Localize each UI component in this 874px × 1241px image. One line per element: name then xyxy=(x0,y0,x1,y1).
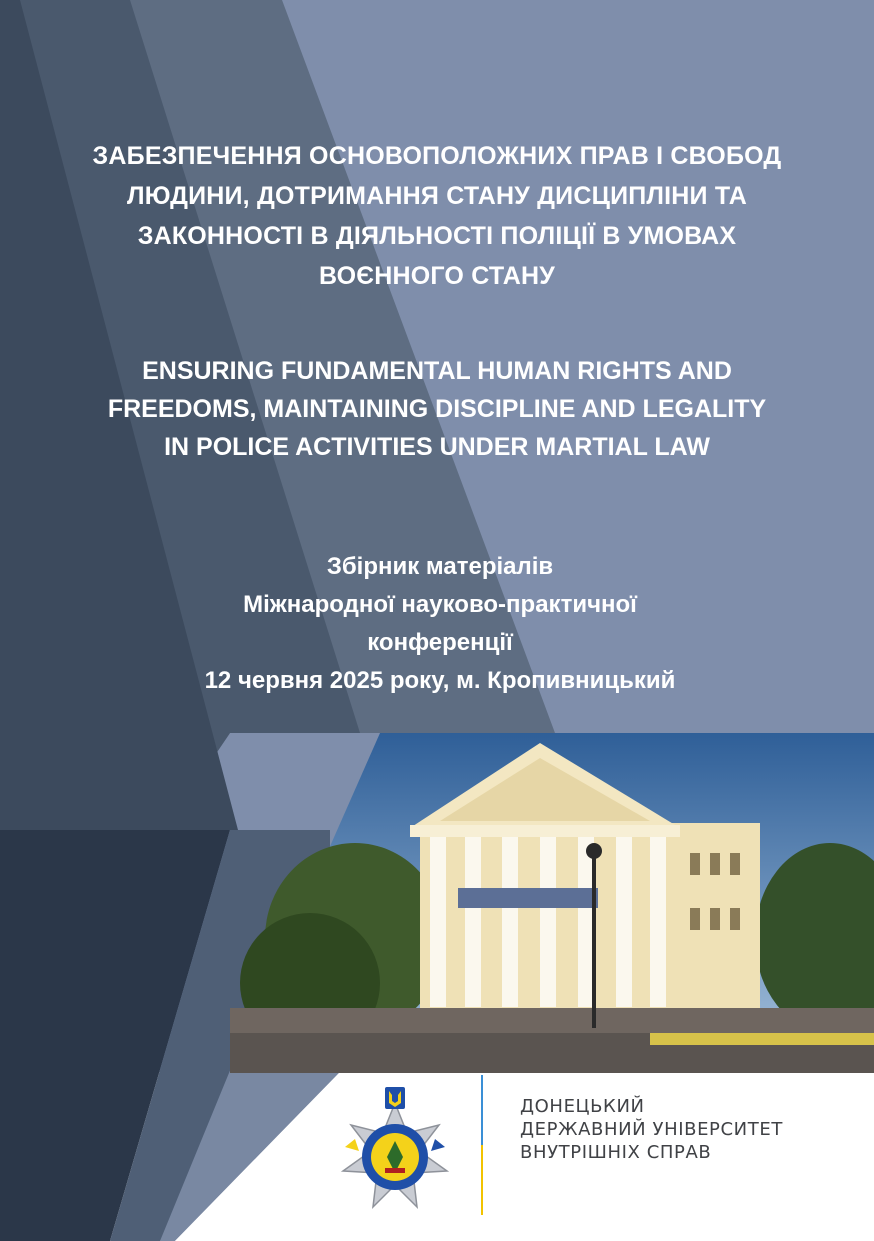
title-ua-line: ЛЮДИНИ, ДОТРИМАННЯ СТАНУ ДИСЦИПЛІНИ ТА xyxy=(126,182,748,210)
title-en-line: ENSURING FUNDAMENTAL HUMAN RIGHTS AND xyxy=(142,357,732,385)
conference-date-location: 12 червня 2025 року, м. Кропивницький xyxy=(204,667,676,694)
title-ua-line: ВОЄННОГО СТАНУ xyxy=(318,262,556,290)
title-en-line: FREEDOMS, MAINTAINING DISCIPLINE AND LEGALITY xyxy=(107,395,767,423)
title-english xyxy=(30,352,844,466)
university-name-line: ВНУТРІШНІХ СПРАВ xyxy=(520,1142,712,1163)
title-ua-line: ЗАКОННОСТІ В ДІЯЛЬНОСТІ ПОЛІЦІЇ В УМОВАХ xyxy=(137,222,737,250)
collection-line: Збірник матеріалів xyxy=(326,553,554,580)
logo-divider xyxy=(481,1075,483,1215)
title-ua-line: ЗАБЕЗПЕЧЕННЯ ОСНОВОПОЛОЖНИХ ПРАВ І СВОБОД xyxy=(92,142,782,170)
collection-line: Міжнародної науково-практичної xyxy=(243,591,637,618)
university-name-line: ДОНЕЦЬКИЙ xyxy=(520,1096,645,1117)
title-en-line: IN POLICE ACTIVITIES UNDER MARTIAL LAW xyxy=(164,433,710,461)
title-ukrainian xyxy=(20,136,854,296)
conference-collection-info xyxy=(100,548,780,700)
university-name-line: ДЕРЖАВНИЙ УНІВЕРСИТЕТ xyxy=(520,1119,783,1140)
trident-icon xyxy=(385,1087,405,1109)
collection-line: конференції xyxy=(367,629,513,656)
university-name xyxy=(520,1095,783,1164)
university-building-photo xyxy=(230,733,874,1073)
university-emblem-icon xyxy=(325,1085,465,1225)
